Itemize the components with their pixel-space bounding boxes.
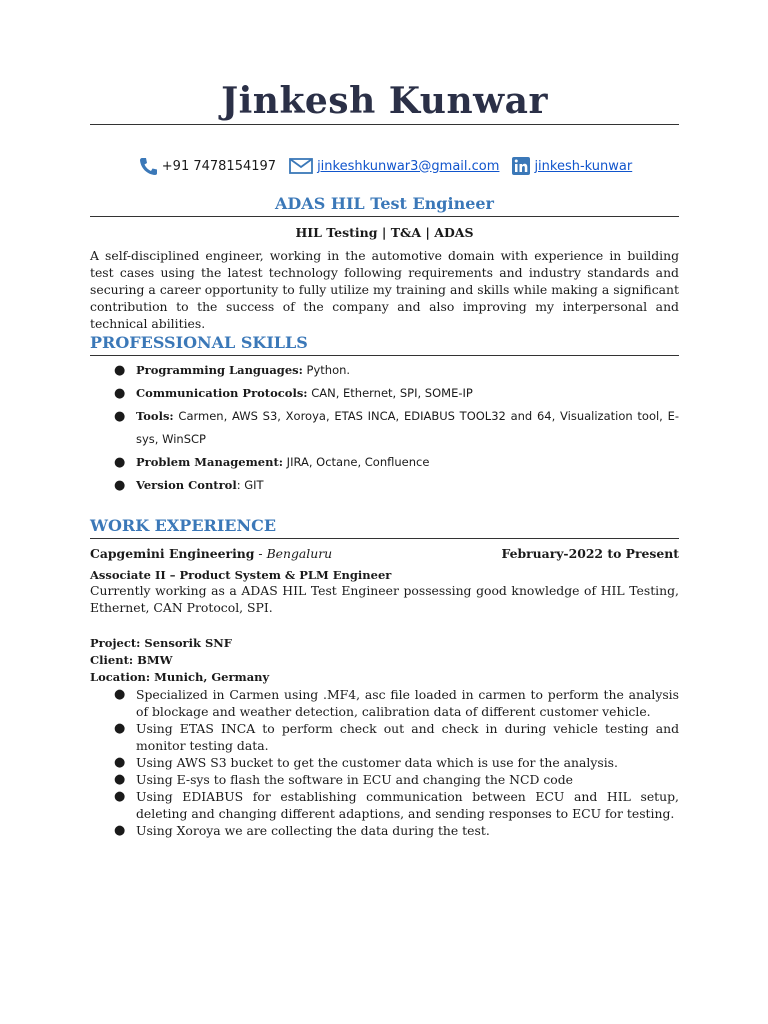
bullet-icon: ●: [114, 721, 126, 736]
skill-item: ● Version Control: GIT: [90, 474, 679, 497]
bullet-icon: ●: [114, 409, 126, 424]
bullet-icon: ●: [114, 363, 126, 378]
job-header-row: Capgemini Engineering - Bengaluru February-2022 to Present: [90, 546, 679, 561]
linkedin-icon: [511, 156, 531, 176]
bullet-icon: ●: [114, 478, 126, 493]
job-title: ADAS HIL Test Engineer: [275, 194, 494, 213]
responsibility-item: ● Using AWS S3 bucket to get the customer data which is use for the analysis.: [114, 755, 618, 770]
title-divider: [90, 216, 679, 217]
responsibility-item: ● Using Xoroya we are collecting the data during the test.: [114, 823, 490, 838]
phone-icon: [137, 156, 159, 176]
bullet-icon: ●: [114, 755, 126, 770]
experience-divider: [90, 538, 679, 539]
contact-bar: [90, 155, 679, 177]
job-dates: February-2022 to Present: [501, 546, 679, 561]
skill-item: ● Communication Protocols: CAN, Ethernet, SPI, SOME-IP: [90, 382, 679, 405]
bullet-icon: ●: [114, 789, 126, 804]
skill-item: ● Programming Languages: Python.: [90, 359, 679, 382]
skill-item: ● Problem Management: JIRA, Octane, Confluence: [90, 451, 679, 474]
project-name: Project: Sensorik SNF: [90, 636, 232, 650]
phone-number: +91 7478154197: [161, 158, 277, 174]
responsibility-item: ● Using E-sys to flash the software in ECU and changing the NCD code: [114, 772, 573, 787]
summary-paragraph: A self-disciplined engineer, working in the automotive domain with experience in building test cases using the latest technology following requirements and industry standards and securing a career opportunity to fully utilize my training and skills while making a significant contribution to the success of the company and also improving my interpersonal and technical abilities.: [90, 248, 679, 331]
company-name: Capgemini Engineering: [90, 546, 255, 561]
job-role: Associate II – Product System & PLM Engineer: [90, 568, 392, 582]
linkedin-item[interactable]: [511, 156, 632, 176]
header-divider: [90, 124, 679, 125]
project-client: Client: BMW: [90, 653, 173, 667]
project-location: Location: Munich, Germany: [90, 670, 270, 684]
skill-item: ● Tools: Carmen, AWS S3, Xoroya, ETAS INCA, EDIABUS TOOL32 and 64, Visualization tool, E-sys, WinSCP: [90, 405, 679, 451]
email-item[interactable]: [288, 156, 499, 176]
mail-icon: [288, 156, 314, 176]
responsibility-item: ● Using EDIABUS for establishing communication between ECU and HIL setup, deleting and changing different adaptions, and sending responses to ECU for testing.: [114, 789, 679, 821]
phone-item: [137, 156, 276, 176]
bullet-icon: ●: [114, 386, 126, 401]
skills-list: [90, 359, 679, 497]
linkedin-link[interactable]: jinkesh-kunwar: [534, 158, 633, 174]
responsibility-item: ● Using ETAS INCA to perform check out and check in during vehicle testing and monitor testing data.: [114, 721, 679, 753]
candidate-name: Jinkesh Kunwar: [221, 80, 548, 122]
job-description: Currently working as a ADAS HIL Test Engineer possessing good knowledge of HIL Testing, Ethernet, CAN Protocol, SPI.: [90, 583, 679, 615]
bullet-icon: ●: [114, 823, 126, 838]
experience-heading: WORK EXPERIENCE: [90, 516, 277, 535]
bullet-icon: ●: [114, 455, 126, 470]
email-link[interactable]: jinkeshkunwar3@gmail.com: [317, 158, 500, 174]
bullet-icon: ●: [114, 687, 126, 702]
skills-divider: [90, 355, 679, 356]
responsibilities-list: [90, 686, 679, 839]
responsibility-item: ● Specialized in Carmen using .MF4, asc file loaded in carmen to perform the analysis of blockage and weather detection, calibration data of different customer vehicle.: [114, 687, 679, 719]
company-location: Bengaluru: [266, 546, 333, 561]
bullet-icon: ●: [114, 772, 126, 787]
skills-heading: PROFESSIONAL SKILLS: [90, 333, 308, 352]
tagline: HIL Testing | T&A | ADAS: [295, 225, 474, 240]
